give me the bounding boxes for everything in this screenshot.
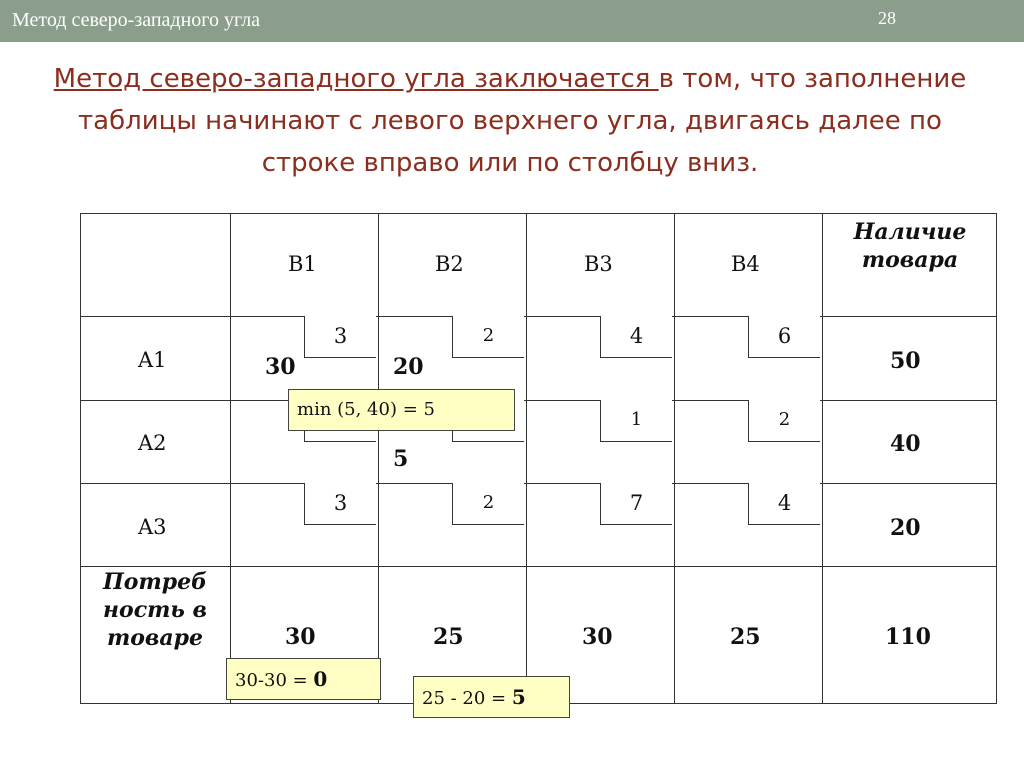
corner-cell bbox=[80, 213, 231, 317]
allocation-a1-b2: 20 bbox=[393, 354, 424, 380]
col-header-b4: B4 bbox=[731, 252, 760, 276]
row-label-a2: A2 bbox=[138, 431, 167, 455]
demand-b3: 30 bbox=[582, 624, 613, 650]
allocation-a2-b2: 5 bbox=[393, 446, 409, 472]
row-label-a3: A3 bbox=[138, 515, 167, 539]
lead-underlined-text: Метод северо-западного угла заключается bbox=[53, 64, 659, 94]
demand-b4: 25 bbox=[730, 624, 761, 650]
demand-b2: 25 bbox=[433, 624, 464, 650]
min-note: min (5, 40) = 5 bbox=[288, 389, 515, 431]
supply-a3: 20 bbox=[890, 515, 921, 541]
cost-a3-b3: 7 bbox=[600, 483, 672, 525]
calc-note-b1-result: 0 bbox=[313, 667, 328, 691]
cost-a1-b2: 2 bbox=[452, 316, 524, 358]
slide-title: Метод северо-западного угла bbox=[12, 9, 261, 31]
row-label-a1: A1 bbox=[138, 348, 167, 372]
supply-a1: 50 bbox=[890, 348, 921, 374]
col-header-b1: B1 bbox=[288, 252, 317, 276]
allocation-a1-b1: 30 bbox=[265, 354, 296, 380]
cost-a1-b1: 3 bbox=[304, 316, 376, 358]
cost-a3-b4: 4 bbox=[748, 483, 820, 525]
cost-a3-b1: 3 bbox=[304, 483, 376, 525]
slide-number: 28 bbox=[878, 8, 896, 28]
calc-note-b2-expr: 25 - 20 = bbox=[422, 688, 512, 709]
col-header-b2: B2 bbox=[435, 252, 464, 276]
supply-a2: 40 bbox=[890, 431, 921, 457]
demand-b1: 30 bbox=[285, 624, 316, 650]
demand-label: Потреб ность в товаре bbox=[102, 569, 207, 651]
cost-a2-b3: 1 bbox=[600, 400, 672, 442]
supply-header: Наличие товара bbox=[853, 219, 967, 273]
calc-note-b1 bbox=[226, 658, 381, 700]
slide-header-bar bbox=[0, 0, 1024, 42]
cost-a2-b4: 2 bbox=[748, 400, 820, 442]
calc-note-b1-expr: 30-30 = bbox=[235, 670, 314, 691]
lead-paragraph bbox=[40, 58, 980, 184]
cost-a1-b3: 4 bbox=[600, 316, 672, 358]
total-value: 110 bbox=[885, 624, 931, 650]
cost-a3-b2: 2 bbox=[452, 483, 524, 525]
calc-note-b2-result: 5 bbox=[511, 685, 526, 709]
cost-a1-b4: 6 bbox=[748, 316, 820, 358]
lead-rest-text: в том, что заполнение таблицы начинают с левого верхнего угла, двигаясь далее по строке вправо или по столбцу вниз. bbox=[78, 64, 967, 178]
calc-note-b2 bbox=[413, 676, 570, 718]
col-header-b3: B3 bbox=[584, 252, 613, 276]
